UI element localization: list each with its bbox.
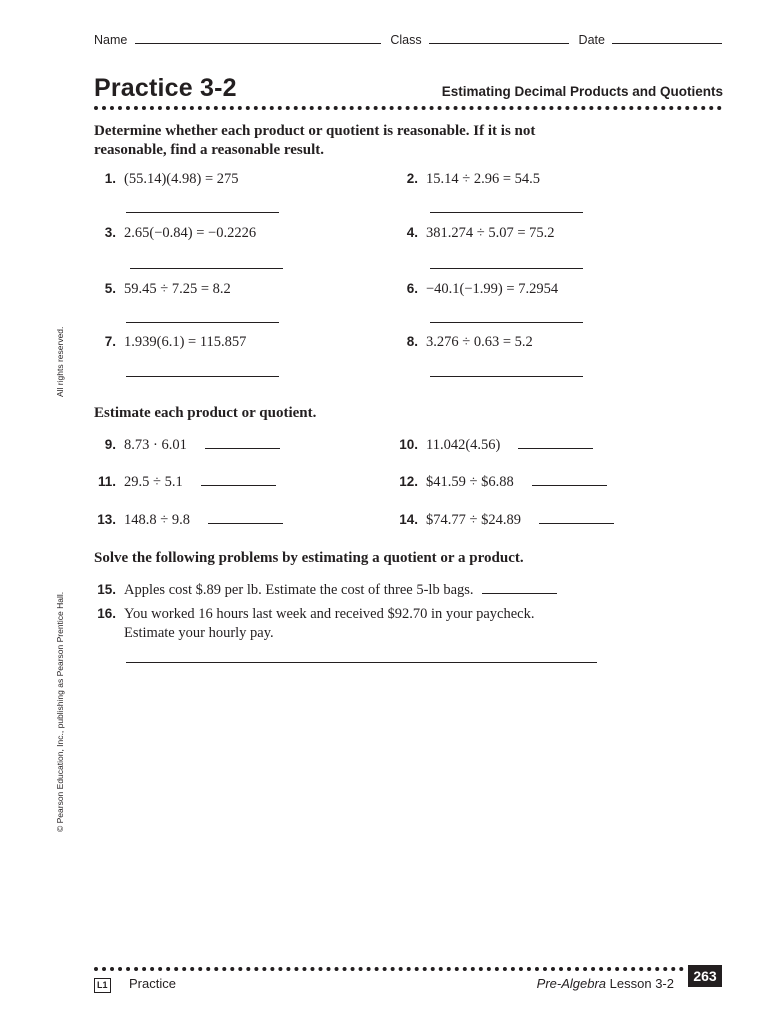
title-divider (94, 106, 722, 110)
problem-16 (94, 604, 534, 643)
footer-practice-label: Practice (129, 976, 176, 991)
problem-number: 8. (406, 334, 418, 349)
problem-text: −40.1(−1.99) = 7.2954 (426, 281, 559, 297)
problem-1 (94, 171, 239, 188)
header-fields (94, 33, 722, 47)
problem-7 (94, 334, 246, 351)
problem-14 (396, 509, 614, 529)
class-label: Class (390, 33, 422, 47)
problem-text-line2: Estimate your hourly pay. (124, 625, 274, 641)
problem-2 (396, 171, 540, 188)
problem-text: 29.5 ÷ 5.1 (124, 474, 183, 490)
problem-text: Apples cost $.89 per lb. Estimate the cost of three 5-lb bags. (124, 582, 474, 598)
problem-number: 10. (399, 437, 418, 452)
answer-line-4[interactable] (430, 268, 583, 269)
answer-line-13[interactable] (208, 509, 283, 524)
problem-15 (94, 579, 557, 599)
rights-notice: All rights reserved. (55, 326, 65, 397)
answer-line-6[interactable] (430, 322, 583, 323)
answer-line-2[interactable] (430, 212, 583, 213)
answer-line-10[interactable] (518, 434, 593, 449)
problem-number: 5. (104, 281, 116, 296)
problem-number: 11. (97, 474, 116, 489)
answer-line-15[interactable] (482, 579, 557, 594)
copyright-notice: © Pearson Education, Inc., publishing as Pearson Prentice Hall. (55, 591, 65, 832)
problem-10 (396, 434, 593, 454)
problem-number: 13. (97, 512, 116, 527)
answer-line-16[interactable] (126, 662, 597, 663)
answer-line-12[interactable] (532, 471, 607, 486)
section1-instructions-line1: Determine whether each product or quotient is reasonable. If it is not (94, 123, 536, 139)
problem-number: 4. (406, 225, 418, 240)
problem-text: (55.14)(4.98) = 275 (124, 171, 239, 187)
level-badge: L1 (94, 978, 111, 993)
date-field[interactable] (612, 33, 722, 44)
problem-number: 12. (399, 474, 418, 489)
answer-line-3[interactable] (130, 268, 283, 269)
footer-divider (94, 967, 684, 971)
problem-number: 1. (104, 171, 116, 186)
page-number: 263 (688, 965, 722, 987)
problem-number: 9. (104, 437, 116, 452)
page-title: Practice 3-2 (94, 74, 237, 102)
class-field[interactable] (429, 33, 569, 44)
problem-3 (94, 225, 256, 242)
problem-text: 2.65(−0.84) = −0.2226 (124, 225, 257, 241)
problem-text: 1.939(6.1) = 115.857 (124, 334, 247, 350)
problem-text: $41.59 ÷ $6.88 (426, 474, 514, 490)
problem-number: 7. (104, 334, 116, 349)
name-label: Name (94, 33, 128, 47)
problem-12 (396, 471, 607, 491)
section1-instructions-line2: reasonable, find a reasonable result. (94, 142, 325, 158)
answer-line-9[interactable] (205, 434, 280, 449)
problem-number: 14. (399, 512, 418, 527)
problem-number: 2. (406, 171, 418, 186)
name-field[interactable] (135, 33, 381, 44)
problem-text: 8.73 · 6.01 (124, 437, 187, 453)
problem-text-line1: You worked 16 hours last week and received $92.70 in your paycheck. (124, 606, 535, 622)
section3-instructions: Solve the following problems by estimating a quotient or a product. (94, 550, 524, 566)
problem-11 (94, 471, 276, 491)
course-name: Pre-Algebra (536, 976, 607, 991)
problem-number: 15. (97, 582, 116, 597)
date-label: Date (578, 33, 605, 47)
problem-number: 16. (97, 606, 116, 621)
problem-4 (396, 225, 555, 242)
problem-text: $74.77 ÷ $24.89 (426, 512, 521, 528)
answer-line-14[interactable] (539, 509, 614, 524)
problem-text: 148.8 ÷ 9.8 (124, 512, 190, 528)
problem-text: 59.45 ÷ 7.25 = 8.2 (124, 281, 231, 297)
problem-text: 381.274 ÷ 5.07 = 75.2 (426, 225, 555, 241)
problem-13 (94, 509, 283, 529)
answer-line-1[interactable] (126, 212, 279, 213)
problem-text: 15.14 ÷ 2.96 = 54.5 (426, 171, 541, 187)
answer-line-7[interactable] (126, 376, 279, 377)
problem-number: 3. (104, 225, 116, 240)
lesson-label: Lesson 3-2 (609, 976, 674, 991)
problem-5 (94, 281, 231, 298)
problem-text: 3.276 ÷ 0.63 = 5.2 (426, 334, 533, 350)
problem-text: 11.042(4.56) (426, 437, 501, 453)
answer-line-5[interactable] (126, 322, 279, 323)
problem-8 (396, 334, 533, 351)
problem-6 (396, 281, 558, 298)
answer-line-11[interactable] (201, 471, 276, 486)
section1-instructions (94, 122, 535, 160)
problem-number: 6. (406, 281, 418, 296)
section2-instructions: Estimate each product or quotient. (94, 405, 317, 421)
page-subtitle: Estimating Decimal Products and Quotients (441, 84, 723, 99)
footer-lesson-ref (537, 976, 674, 991)
answer-line-8[interactable] (430, 376, 583, 377)
problem-9 (94, 434, 280, 454)
